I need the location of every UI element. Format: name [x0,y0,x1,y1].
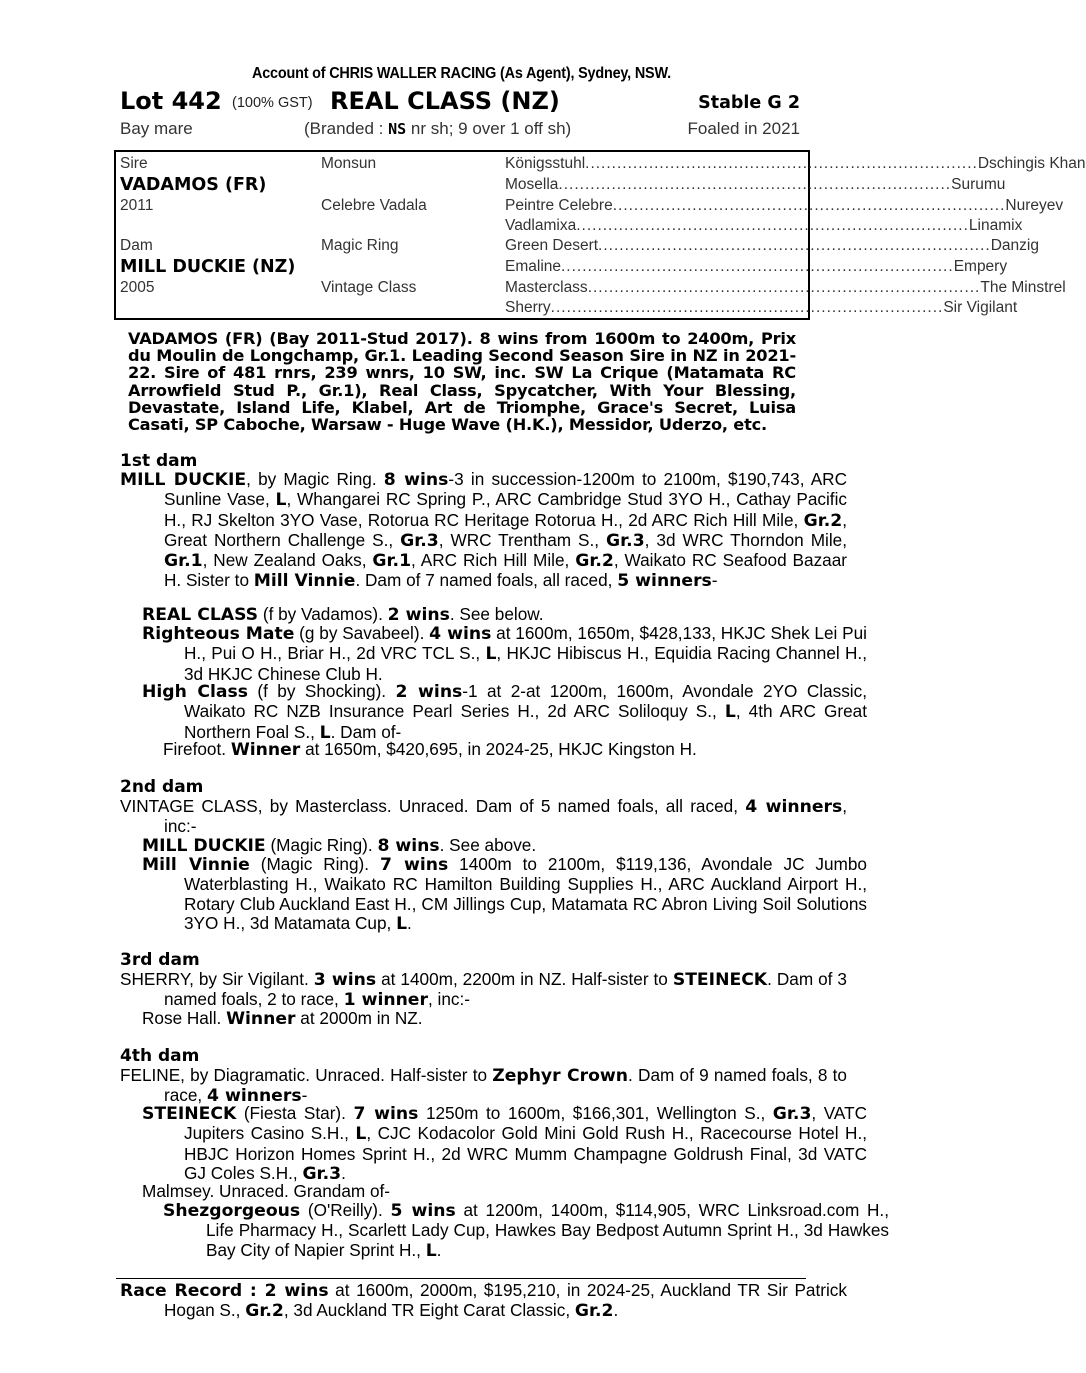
gg-row: Peintre Celebre .......................................................................... Nureyev [505,197,1064,214]
first-dam-entry: MILL DUCKIE, by Magic Ring. 8 wins-3 in succession-1200m to 2100m, $190,743, ARC Sunline Vase, L, Whangarei RC Spring P., ARC Cambridge Stud 3YO H., Cathay Pacific H., RJ Skelton 3YO Vase, Rotorua RC Heritage Rotorua H., 2d ARC Rich Hill Mile, Gr.2, Great Northern Challenge S., Gr.3, WRC Trentham S., Gr.3, 3d WRC Thorndon Mile, Gr.1, New Zealand Oaks, Gr.1, ARC Rich Hill Mile, Gr.2, Waikato RC Seafood Bazaar H. Sister to Mill Vinnie. Dam of 7 named foals, all raced, 5 winners- [120,469,848,592]
third-dam-entry: SHERRY, by Sir Vigilant. 3 wins at 1400m, 2200m in NZ. Half-sister to STEINECK. Dam of 3 named foals, 2 to race, 1 winner, inc:- [120,969,847,1011]
dam-name: MILL DUCKIE (NZ) [120,257,296,277]
race-record: Race Record : 2 wins at 1600m, 2000m, $195,210, in 2024-25, Auckland TR Sir Patrick Hogan S., Gr.2, 3d Auckland TR Eight Carat Classic, Gr.2. [120,1280,847,1322]
gg-row: Königsstuhl .......................................................................... Dschingis Khan [505,155,1086,172]
gg-row: Masterclass .......................................................................... The Minstrel [505,279,1066,296]
gg-row: Green Desert .......................................................................... Danzig [505,237,1039,254]
second-dam-heading: 2nd dam [120,777,204,797]
sire-label: Sire [120,155,148,172]
rose-hall-entry: Rose Hall. Winner at 2000m in NZ. [142,1008,423,1029]
account-line: Account of CHRIS WALLER RACING (As Agent), Sydney, NSW. [251,65,671,82]
sire-year: 2011 [120,197,154,214]
real-class-entry: REAL CLASS (f by Vadamos). 2 wins. See below. [142,604,544,625]
gg-row: Vadlamixa .......................................................................... Linamix [505,217,1023,234]
sire-sire: Monsun [321,155,377,172]
brand-prefix: (Branded : [304,119,389,138]
horse-name: REAL CLASS (NZ) [330,87,560,115]
third-dam-heading: 3rd dam [120,950,200,970]
righteous-mate-entry: Righteous Mate (g by Savabeel). 4 wins at 1600m, 1650m, $428,133, HKJC Shek Lei Pui H., Pui O H., Briar H., 2d VRC TCL S., L, HKJC Hibiscus H., Equidia Racing Channel H., 3d HKJC Chinese Club H. [142,623,867,684]
gst-label: (100% GST) [232,95,313,111]
gg-row: Sherry .......................................................................... Sir Vigilant [505,299,1018,316]
steineck-entry: STEINECK (Fiesta Star). 7 wins 1250m to 1600m, $166,301, Wellington S., Gr.3, VATC Jupiters Casino S.H., L, CJC Kodacolor Gold Mini Gold Rush H., Racecourse Hotel H., HBJC Horizon Homes Sprint H., 2d WRC Mumm Champagne Goldrush Final, 3d VATC GJ Coles S.H., Gr.3. [142,1103,868,1184]
foaled: Foaled in 2021 [687,119,800,138]
second-dam-entry: VINTAGE CLASS, by Masterclass. Unraced. Dam of 5 named foals, all raced, 4 winners, inc:- [120,796,847,837]
sire-dam: Celebre Vadala [321,197,427,214]
firefoot-entry: Firefoot. Winner at 1650m, $420,695, in 2024-25, HKJC Kingston H. [163,739,697,760]
race-record-rule [116,1278,806,1279]
gg-row: Emaline .......................................................................... Empery [505,258,1008,275]
lot-number: Lot 442 [120,87,222,115]
dam-dam: Vintage Class [321,279,417,296]
brand-suffix: nr sh; 9 over 1 off sh) [406,119,572,138]
mill-duckie-entry: MILL DUCKIE (Magic Ring). 8 wins. See above. [142,835,537,856]
gg-row: Mosella .......................................................................... Surumu [505,176,1006,193]
fourth-dam-entry: FELINE, by Diagramatic. Unraced. Half-sister to Zephyr Crown. Dam of 9 named foals, 8 to race, 4 winners- [120,1065,847,1107]
brand-mark: NS [388,120,407,138]
colour-sex: Bay mare [120,119,193,138]
mill-vinnie-entry: Mill Vinnie (Magic Ring). 7 wins 1400m to 2100m, $119,136, Avondale JC Jumbo Waterblasting H., Waikato RC Hamilton Building Supplies H., ARC Auckland Airport H., Rotary Club Auckland East H., CM Jillings Cup, Matamata RC Abron Living Soil Solutions 3YO H., 3d Matamata Cup, L. [142,854,867,934]
fourth-dam-heading: 4th dam [120,1046,200,1066]
malmsey-entry: Malmsey. Unraced. Grandam of- [142,1181,391,1201]
sire-summary: VADAMOS (FR) (Bay 2011-Stud 2017). 8 wins from 1600m to 2400m, Prix du Moulin de Longchamp, Gr.1. Leading Second Season Sire in NZ in 2021-22. Sire of 481 rnrs, 239 wnrs, 10 SW, inc. SW La Crique (Matamata RC Arrowfield Stud P., Gr.1), Real Class, Spycatcher, With Your Blessing, Devastate, Island Life, Klabel, Art de Triomphe, Grace's Secret, Luisa Casati, SP Caboche, Warsaw - Huge Wave (H.K.), Messidor, Uderzo, etc. [128,329,796,435]
sire-name: VADAMOS (FR) [120,175,267,195]
dam-sire: Magic Ring [321,237,399,254]
first-dam-heading: 1st dam [120,451,198,471]
high-class-entry: High Class (f by Shocking). 2 wins-1 at 2-at 1200m, 1600m, Avondale 2YO Classic, Waikato RC NZB Insurance Pearl Series H., 2d ARC Soliloquy S., L, 4th ARC Great Northern Foal S., L. Dam of- [142,681,867,743]
dam-year: 2005 [120,279,155,296]
brand [304,119,571,139]
dam-label: Dam [120,237,153,254]
shezgorgeous-entry: Shezgorgeous (O'Reilly). 5 wins at 1200m, 1400m, $114,905, WRC Linksroad.com H., Life Pharmacy H., Scarlett Lady Cup, Hawkes Bay Bedpost Autumn Sprint H., 3d Hawkes Bay City of Napier Sprint H., L. [163,1200,889,1261]
stable-label: Stable G 2 [698,93,800,113]
